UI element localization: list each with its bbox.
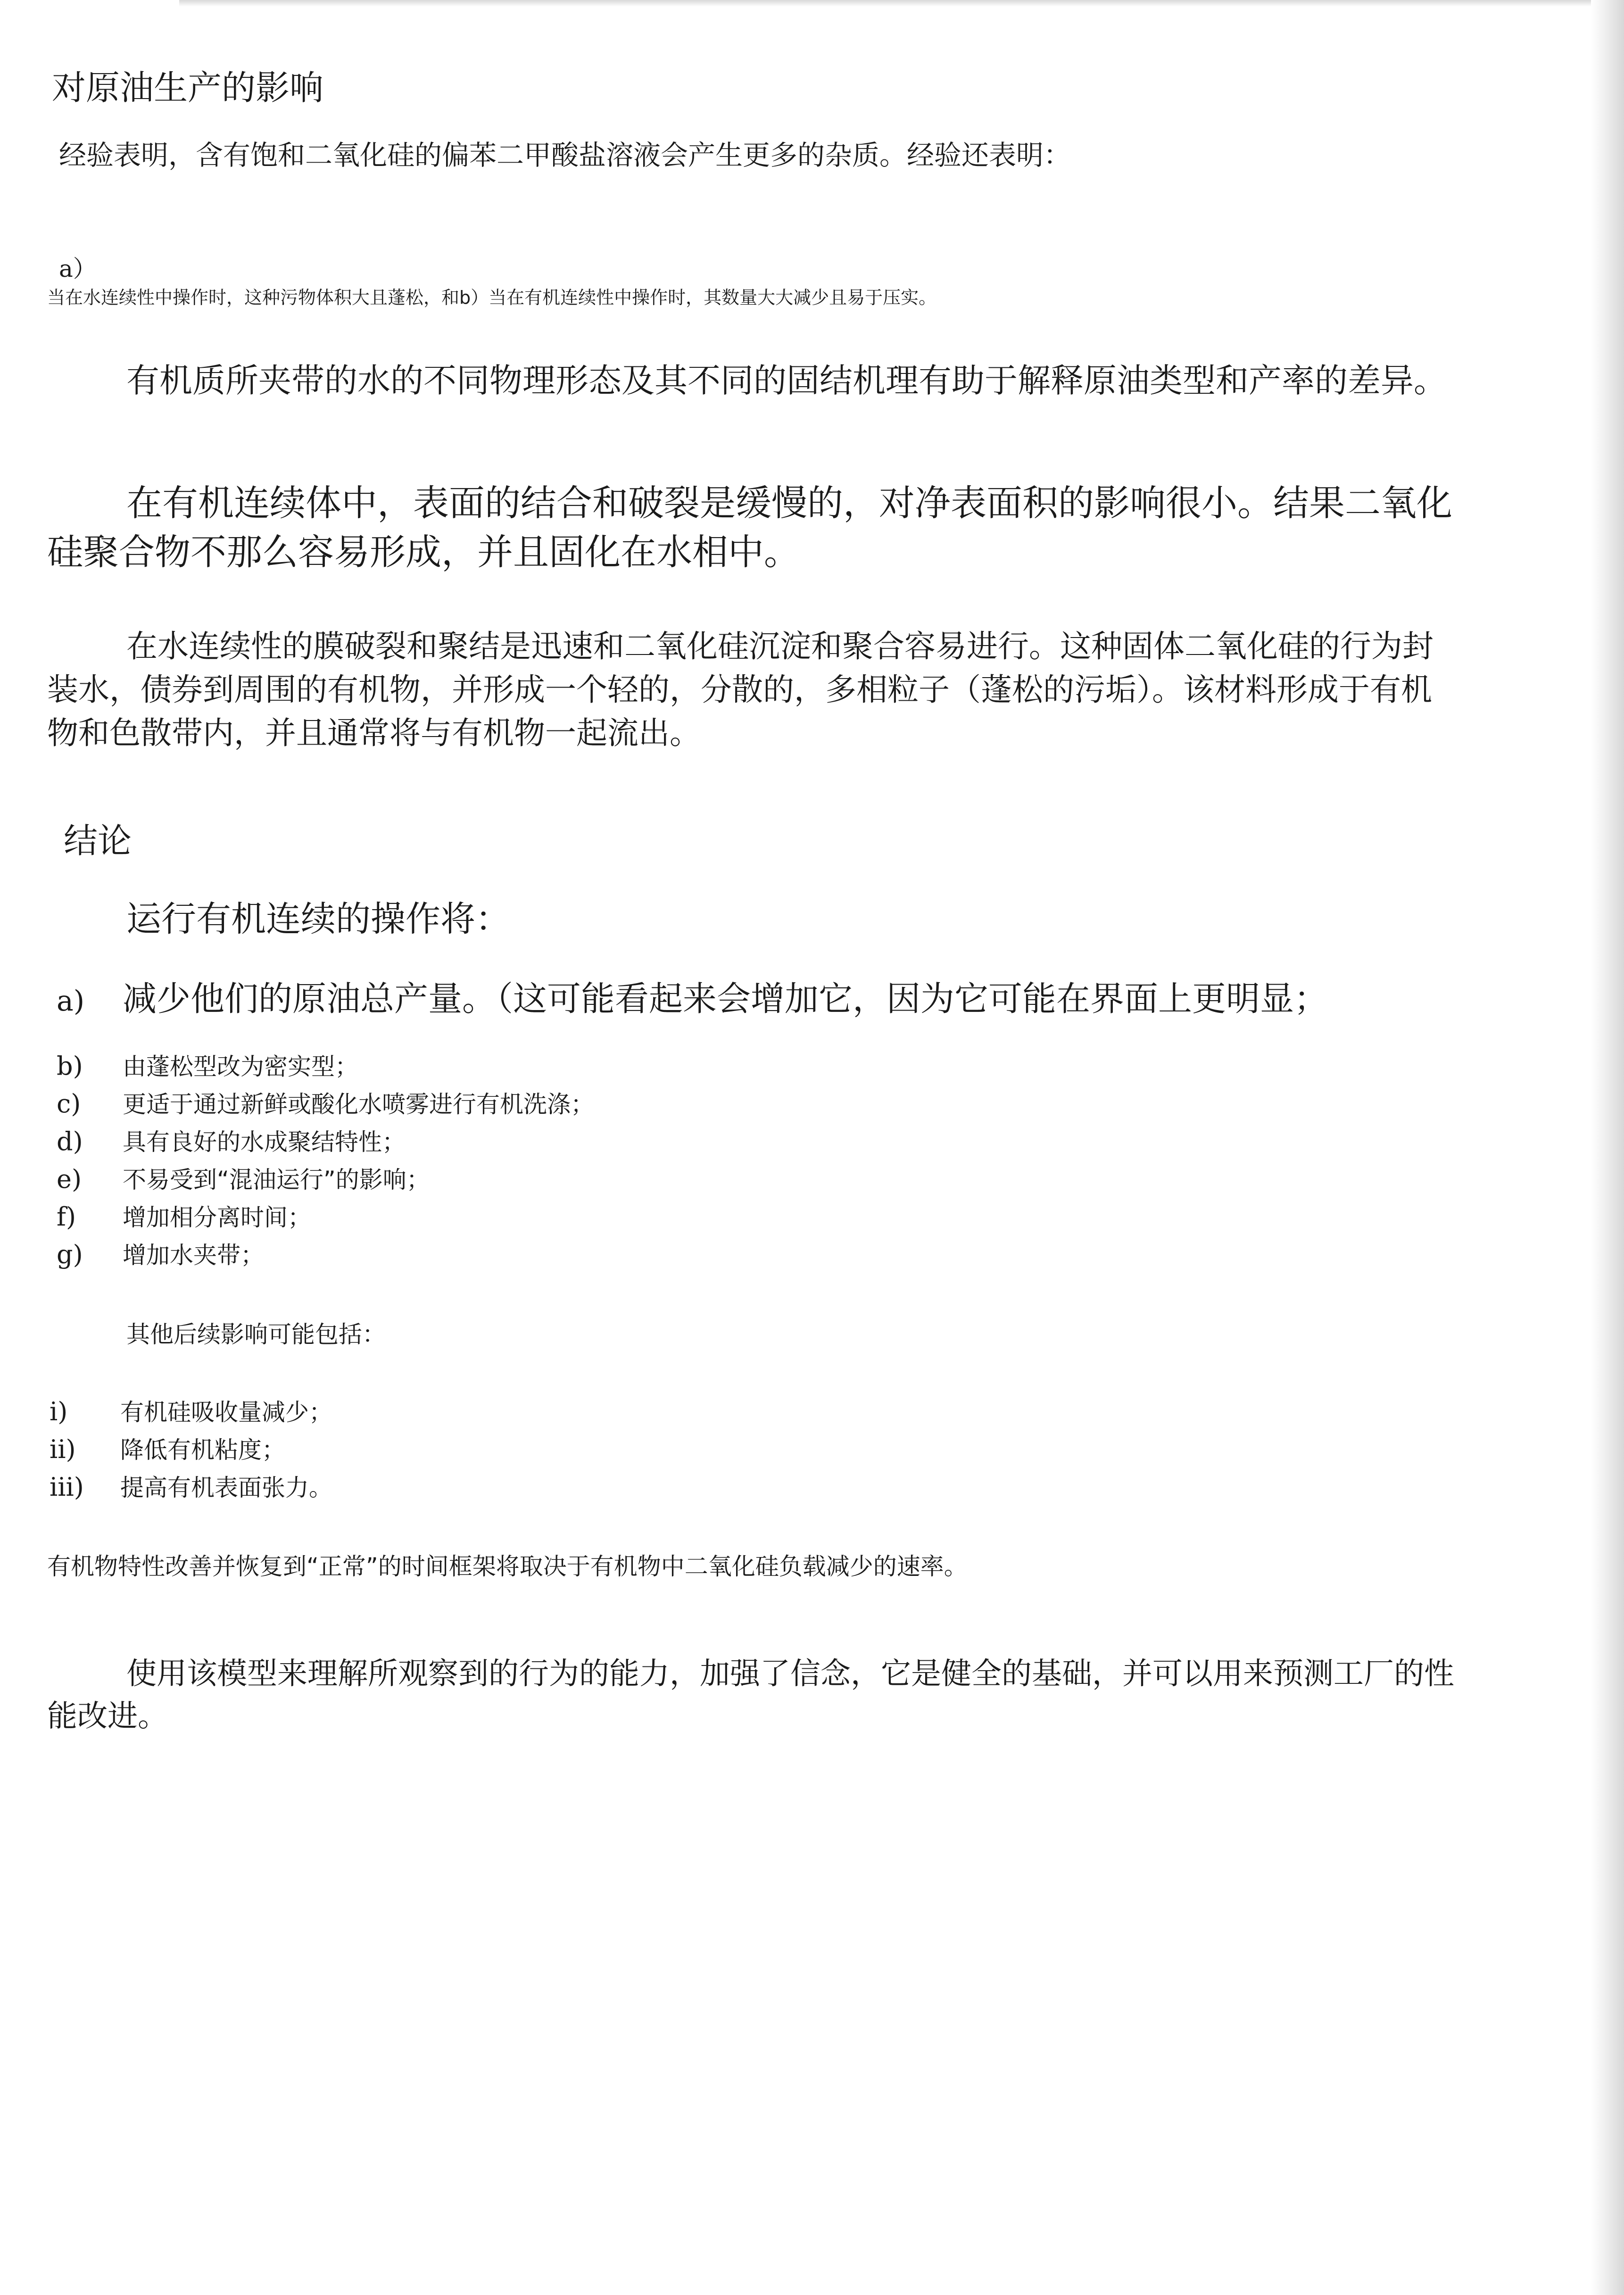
- list-item-e: [57, 1161, 430, 1195]
- list-marker: d): [57, 1127, 83, 1156]
- section-heading-impact: 对原油生产的影响: [52, 68, 324, 108]
- scan-right-edge: [1591, 0, 1624, 2295]
- timeframe-text: 有机物特性改善并恢复到“正常”的时间框架将取决于有机物中二氧化硅负载减少的速率。: [47, 1553, 968, 1580]
- list-item-f: [57, 1199, 311, 1233]
- list-text: 有机硅吸收量减少；: [120, 1399, 332, 1426]
- list-item-d: [57, 1123, 406, 1157]
- list-text: 降低有机粘度；: [120, 1436, 285, 1464]
- other-effects-lead: 其他后续影响可能包括：: [126, 1321, 386, 1348]
- item-a-marker: a）: [59, 255, 97, 282]
- list-marker: b): [57, 1051, 83, 1081]
- paragraph-organic-continuous: 在有机连续体中，表面的结合和破裂是缓慢的，对净表面积的影响很小。结果二氧化硅聚合物不那么容易形成，并且固化在水相中。: [47, 482, 1452, 573]
- list-text: 由蓬松型改为密实型；: [123, 1053, 358, 1080]
- list-marker: e): [57, 1164, 82, 1194]
- list-item-b: [57, 1048, 358, 1082]
- list-text: 提高有机表面张力。: [120, 1474, 332, 1501]
- other-item-i: [50, 1393, 332, 1427]
- list-text: 增加相分离时间；: [123, 1204, 311, 1231]
- other-item-iii: [50, 1469, 332, 1503]
- list-text: 不易受到“混油运行”的影响；: [123, 1166, 430, 1193]
- paragraph-water-continuous: 在水连续性的膜破裂和聚结是迅速和二氧化硅沉淀和聚合容易进行。这种固体二氧化硅的行为封装水，债券到周围的有机物，并形成一个轻的，分散的，多相粒子（蓬松的污垢）。该材料形成于有机物和色散带内，并且通常将与有机物一起流出。: [47, 628, 1433, 751]
- list-text: 增加水夹带；: [123, 1242, 264, 1269]
- other-item-ii: [50, 1431, 285, 1465]
- list-item-c: [57, 1085, 594, 1119]
- list-marker: a): [57, 985, 85, 1018]
- list-item-a: [57, 971, 1328, 1020]
- list-text: 具有良好的水成聚结特性；: [123, 1128, 406, 1156]
- intro-text: 经验表明，含有饱和二氧化硅的偏苯二甲酸盐溶液会产生更多的杂质。经验还表明：: [59, 139, 1071, 171]
- list-marker: g): [57, 1240, 83, 1269]
- final-paragraph: 使用该模型来理解所观察到的行为的能力，加强了信念，它是健全的基础，并可以用来预测工厂的性能改进。: [47, 1657, 1454, 1734]
- list-marker: c): [57, 1089, 81, 1119]
- list-marker: f): [57, 1202, 76, 1232]
- list-marker: ii): [50, 1434, 76, 1464]
- list-item-g: [57, 1236, 264, 1270]
- scan-top-shadow: [179, 0, 1591, 7]
- item-a-text: 当在水连续性中操作时，这种污物体积大且蓬松，和b）当在有机连续性中操作时，其数量大大减少且易于压实。: [47, 287, 937, 308]
- list-text: 更适于通过新鲜或酸化水喷雾进行有机洗涤；: [123, 1091, 594, 1118]
- list-marker: iii): [50, 1472, 84, 1502]
- section-heading-conclusion: 结论: [64, 821, 132, 861]
- list-text: 减少他们的原油总产量。（这可能看起来会增加它，因为它可能在界面上更明显；: [123, 979, 1328, 1019]
- paragraph-water-forms: 有机质所夹带的水的不同物理形态及其不同的固结机理有助于解释原油类型和产率的差异。: [126, 361, 1447, 400]
- conclusion-lead: 运行有机连续的操作将：: [126, 899, 510, 939]
- list-marker: i): [50, 1397, 68, 1426]
